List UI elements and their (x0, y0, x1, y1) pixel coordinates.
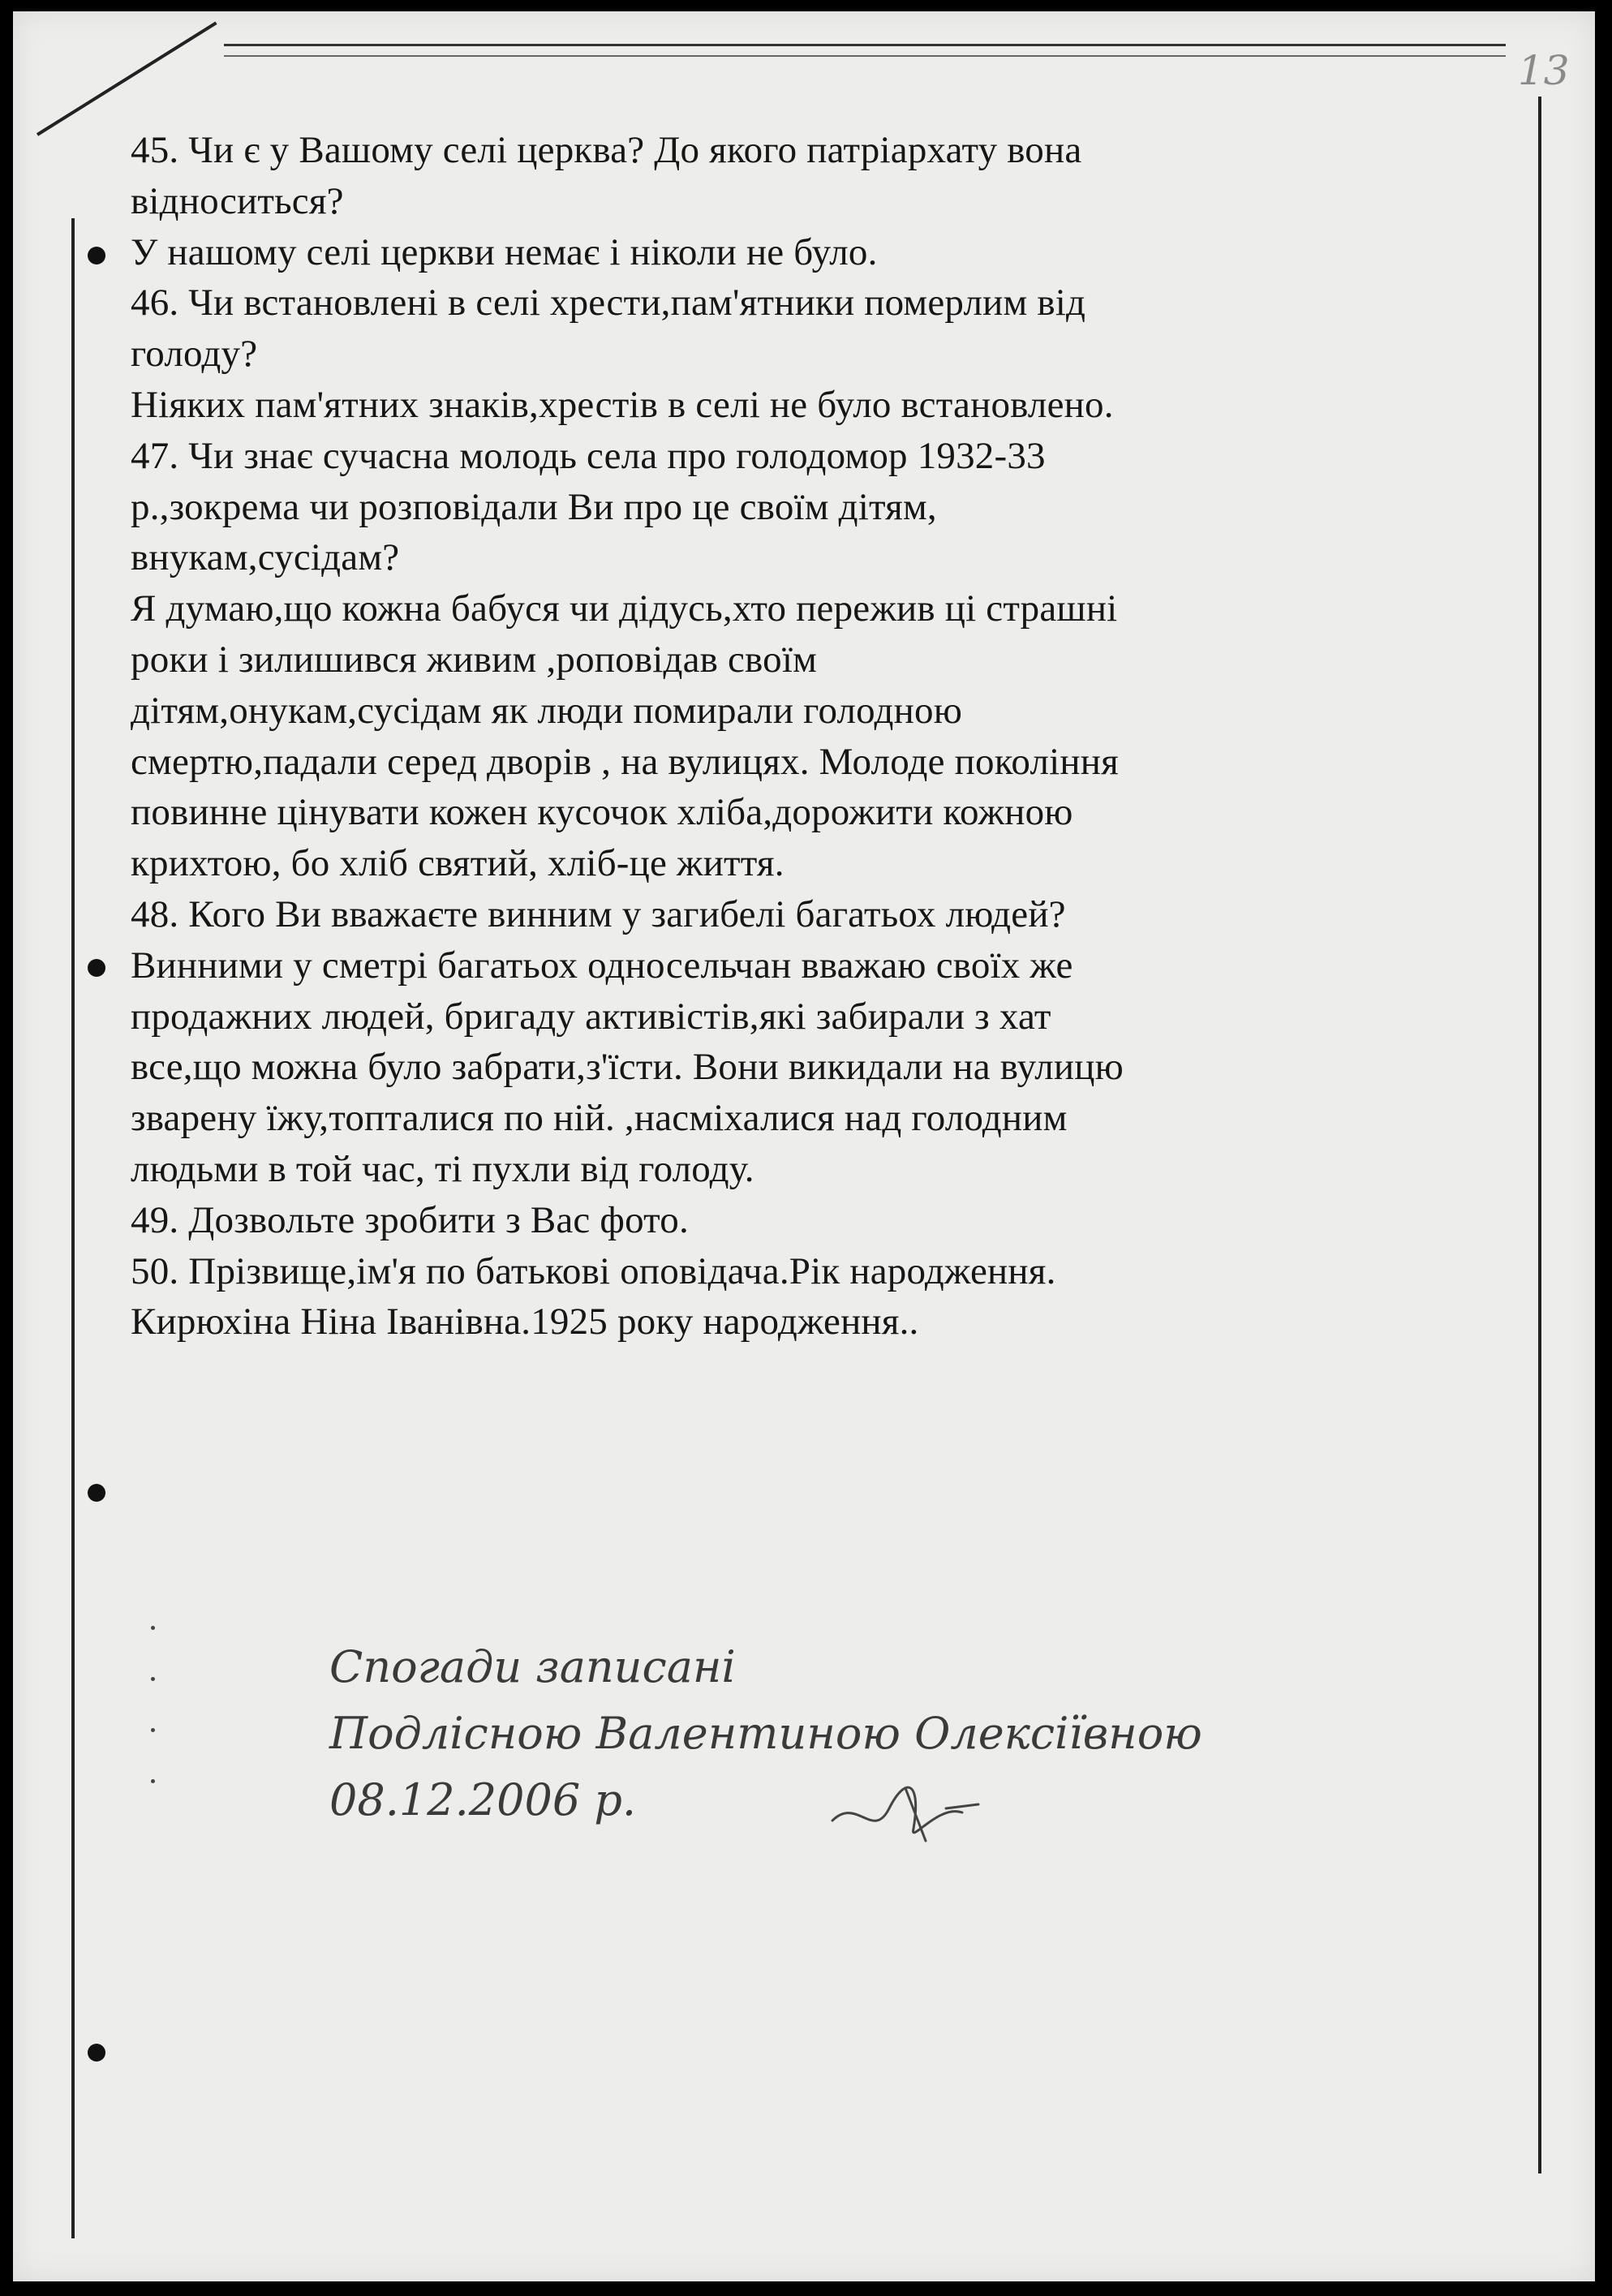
text-line: Винними у сметрі багатьох односельчан вважаю своїх же (131, 944, 1073, 987)
text-line: 45. Чи є у Вашому селі церква? До якого патріархату вона (131, 129, 1082, 171)
text-line: внукам,сусідам? (131, 536, 400, 579)
handwritten-line: Спогади записані (329, 1641, 736, 1692)
text-line: повинне цінувати кожен кусочок хліба,дорожити кожною (131, 791, 1073, 834)
handwritten-date: 08.12.2006 р. (329, 1774, 637, 1825)
text-line: Кирюхіна Ніна Іванівна.1925 року народження.. (131, 1301, 919, 1344)
handwritten-note (329, 1634, 1202, 1834)
punch-hole (88, 247, 105, 264)
text-line: 47. Чи знає сучасна молодь села про голодомор 1932-33 (131, 434, 1046, 477)
margin-dots (151, 1626, 155, 1830)
page-frame-left (71, 218, 75, 2238)
text-line: р.,зокрема чи розповідали Ви про це своїм дітям, (131, 485, 937, 528)
text-line: продажних людей, бригаду активістів,які забирали з хат (131, 995, 1051, 1038)
signature-mark (824, 1764, 987, 1861)
page-frame-top (224, 44, 1506, 46)
document-page (13, 11, 1595, 2281)
text-line: людьми в той час, ті пухли від голоду. (131, 1147, 754, 1190)
text-line: все,що можна було забрати,з'їсти. Вони викидали на вулицю (131, 1046, 1124, 1089)
text-line: Ніяких пам'ятних знаків,хрестів в селі не було встановлено. (131, 383, 1114, 426)
handwritten-line: Подлісною Валентиною Олексіївною (329, 1708, 1202, 1759)
punch-hole (88, 959, 105, 977)
text-line: 50. Прізвище,ім'я по батькові оповідача.Рік народження. (131, 1249, 1056, 1292)
questionnaire-text (131, 125, 1542, 1348)
punch-hole (88, 1484, 105, 1502)
punch-hole (88, 2044, 105, 2062)
text-line: У нашому селі церкви немає і ніколи не було. (131, 230, 878, 273)
text-line: 49. Дозвольте зробити з Вас фото. (131, 1198, 689, 1241)
text-line: 48. Кого Ви вважаєте винним у загибелі багатьох людей? (131, 892, 1066, 935)
page-frame-top-secondary (224, 55, 1506, 57)
text-line: смертю,падали серед дворів , на вулицях. Молоде покоління (131, 740, 1119, 783)
text-line: дітям,онукам,сусідам як люди помирали голодною (131, 689, 963, 732)
text-line: відноситься? (131, 179, 344, 222)
text-line: Я думаю,що кожна бабуся чи дідусь,хто пережив ці страшні (131, 587, 1118, 630)
corner-slash-mark (37, 22, 217, 136)
text-line: 46. Чи встановлені в селі хрести,пам'ятники померлим від (131, 282, 1086, 325)
page-number: 13 (1518, 47, 1570, 94)
text-line: зварену їжу,топталися по ній. ,насміхалися над голодним (131, 1097, 1068, 1140)
text-line: крихтою, бо хліб святий, хліб-це життя. (131, 842, 785, 885)
text-line: роки і зилишився живим ,роповідав своїм (131, 638, 818, 681)
text-line: голоду? (131, 333, 258, 376)
